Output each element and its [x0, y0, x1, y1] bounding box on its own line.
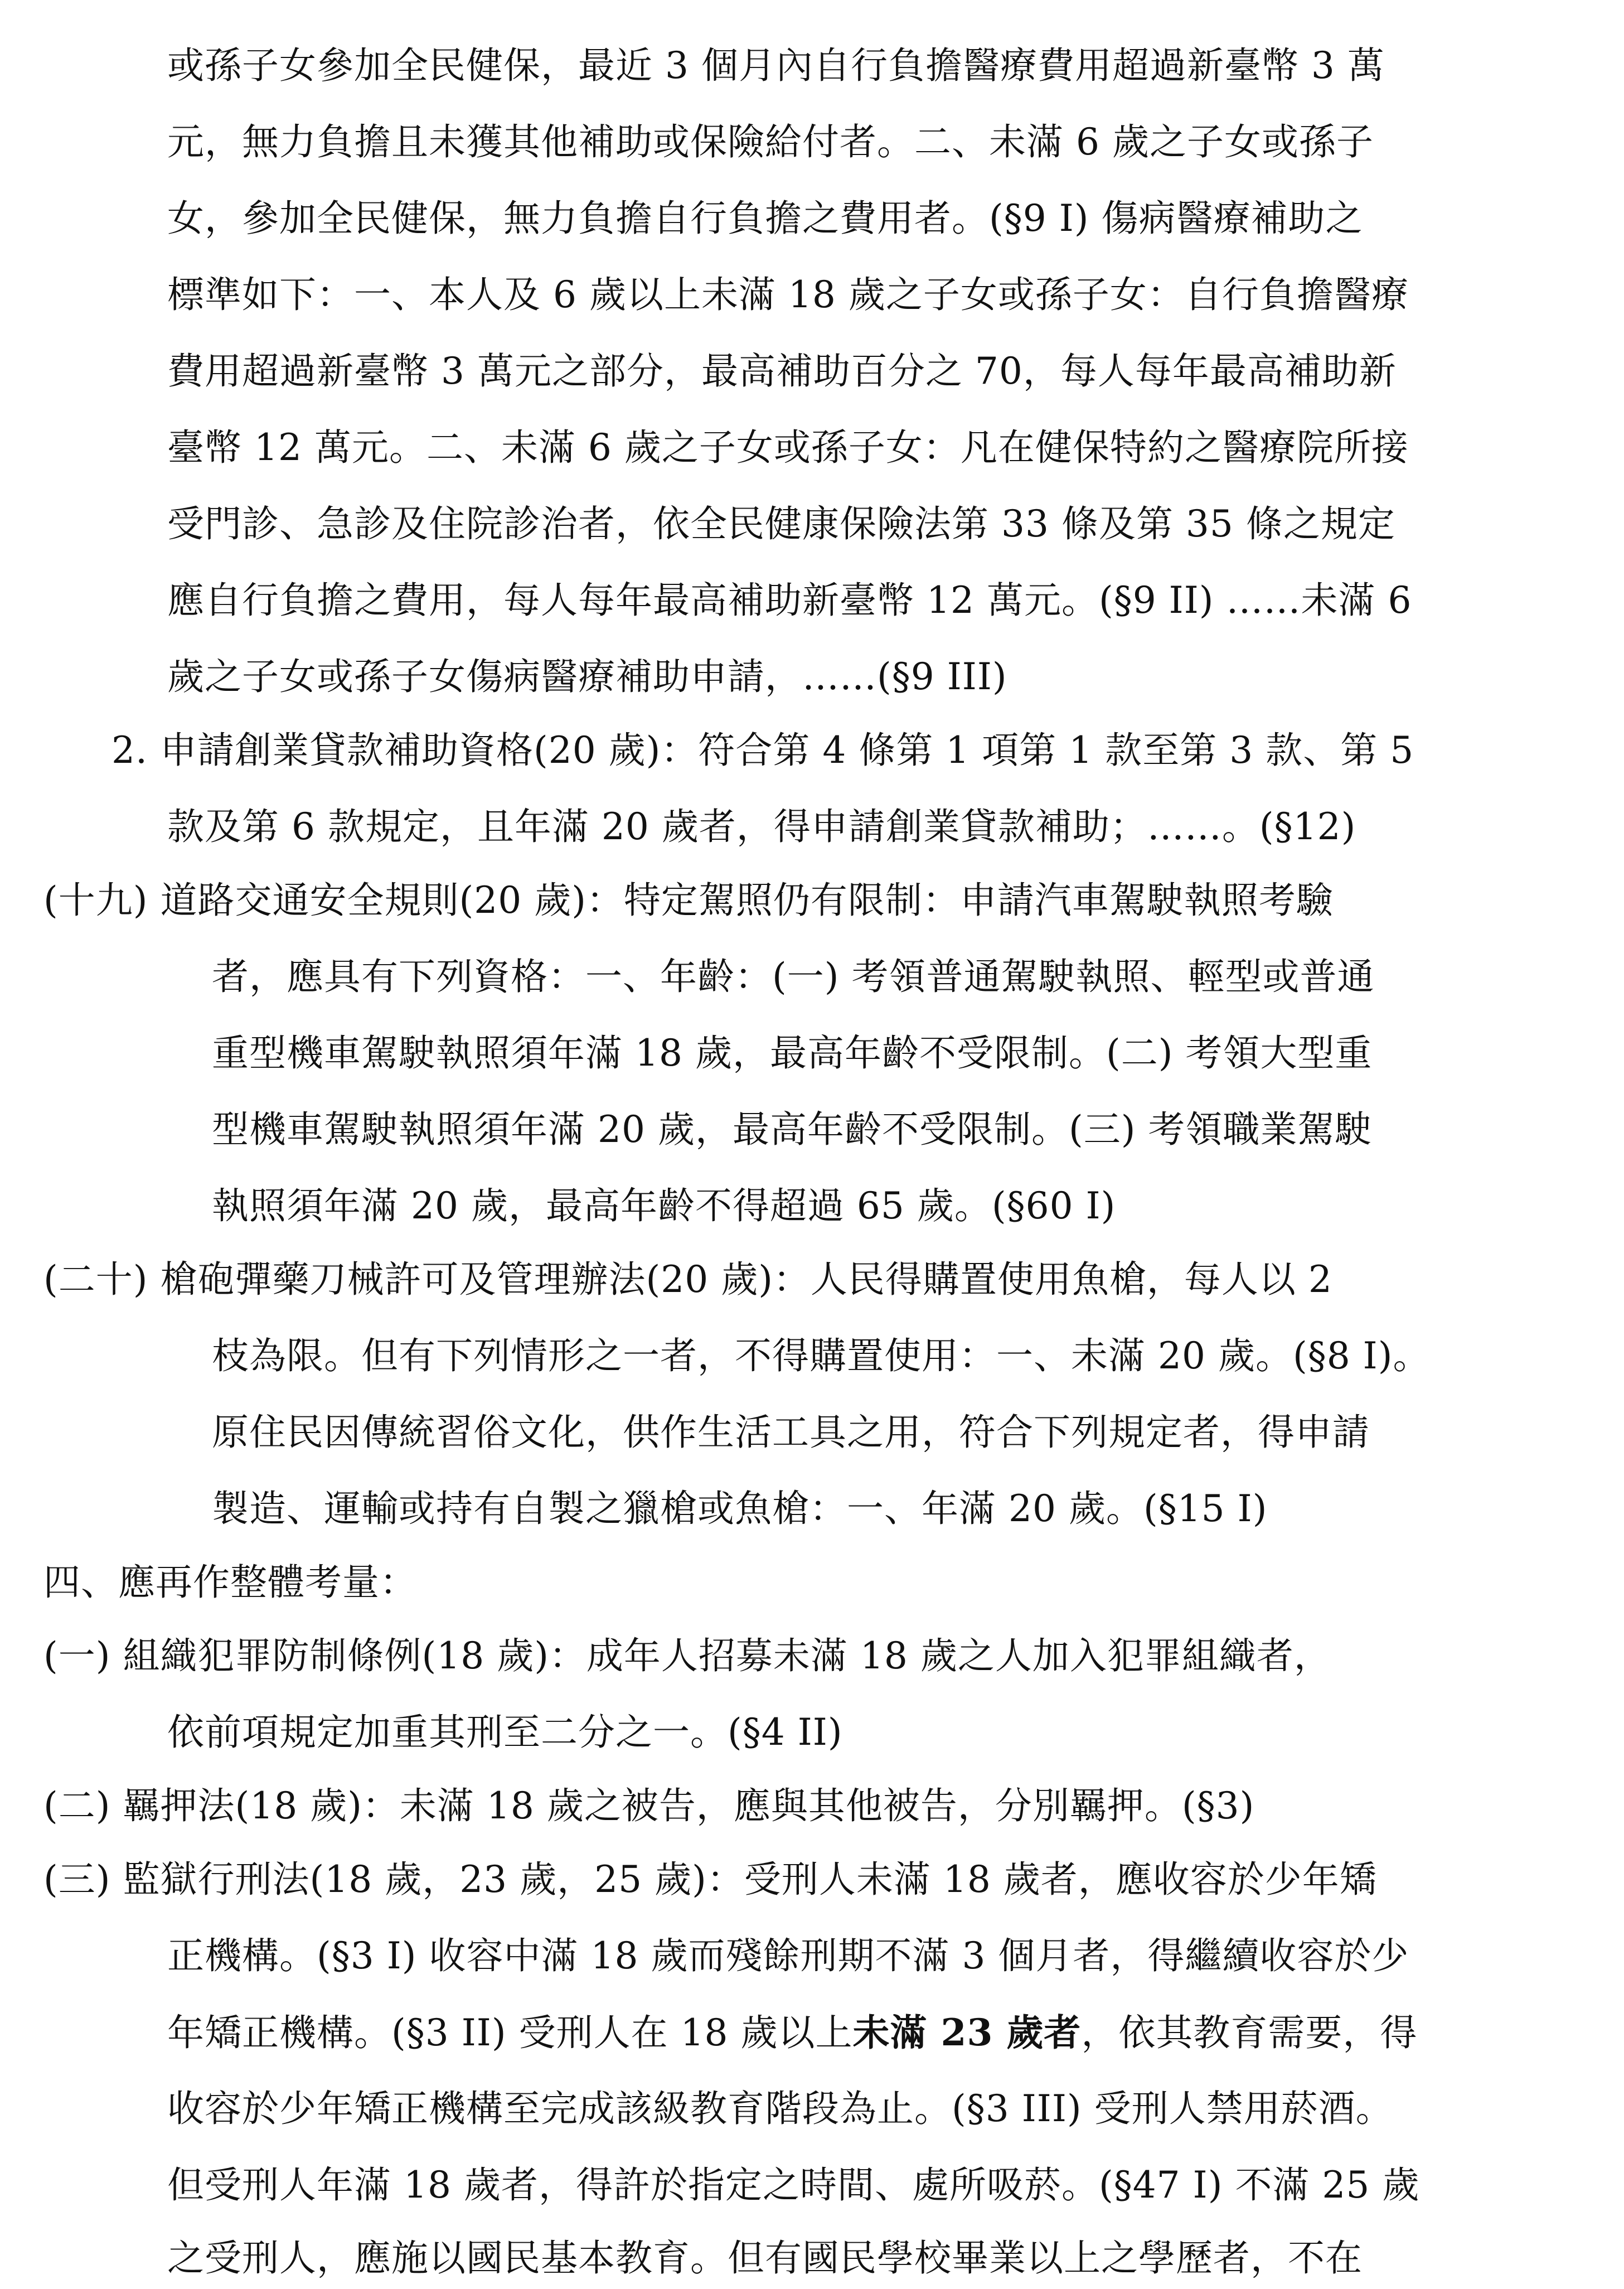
text-line: 原住民因傳統習俗文化，供作生活工具之用，符合下列規定者，得申請 — [212, 1411, 1370, 1454]
text-segment: 年矯正機構。(§3 II) 受刑人在 18 歲以上 — [167, 2011, 853, 2054]
text-line: 但受刑人年滿 18 歲者，得許於指定之時間、處所吸菸。(§47 I) 不滿 25 歲 — [167, 2164, 1420, 2206]
text-line — [167, 2010, 1417, 2055]
text-line: 標準如下：一、本人及 6 歲以上未滿 18 歲之子女或孫子女：自行負擔醫療 — [167, 273, 1409, 316]
text-line: 重型機車駕駛執照須年滿 18 歲，最高年齡不受限制。(二) 考領大型重 — [212, 1032, 1373, 1075]
section-heading-line: 四、應再作整體考量： — [43, 1561, 417, 1604]
section-heading-line: (三) 監獄行刑法(18 歲，23 歲，25 歲)：受刑人未滿 18 歲者，應收容於少年矯 — [43, 1858, 1377, 1901]
text-line: 臺幣 12 萬元。二、未滿 6 歲之子女或孫子女：凡在健保特約之醫療院所接 — [167, 426, 1409, 469]
text-line: 者，應具有下列資格：一、年齡：(一) 考領普通駕駛執照、輕型或普通 — [212, 955, 1375, 998]
text-line: 枝為限。但有下列情形之一者，不得購置使用：一、未滿 20 歲。(§8 I)。 — [212, 1334, 1431, 1377]
text-line: 依前項規定加重其刑至二分之一。(§4 II) — [167, 1711, 843, 1754]
text-line: 元，無力負擔且未獲其他補助或保險給付者。二、未滿 6 歲之子女或孫子 — [167, 120, 1374, 163]
text-segment: ，依其教育需要，得 — [1081, 2011, 1418, 2054]
text-line: 或孫子女參加全民健保，最近 3 個月內自行負擔醫療費用超過新臺幣 3 萬 — [167, 44, 1385, 87]
text-line: 之受刑人，應施以國民基本教育。但有國民學校畢業以上之學歷者，不在 — [167, 2237, 1363, 2280]
section-heading-line: (二) 羈押法(18 歲)：未滿 18 歲之被告，應與其他被告，分別羈押。(§3) — [43, 1784, 1255, 1827]
text-line: 應自行負擔之費用，每人每年最高補助新臺幣 12 萬元。(§9 II) ……未滿 6 — [167, 579, 1412, 622]
text-line: 女，參加全民健保，無力負擔自行負擔之費用者。(§9 I) 傷病醫療補助之 — [167, 197, 1363, 240]
emphasis-text: 未滿 23 歲者 — [852, 2011, 1082, 2054]
text-line: 2. 申請創業貸款補助資格(20 歲)：符合第 4 條第 1 項第 1 款至第 3 款、第 5 — [112, 729, 1414, 772]
text-line: 受門診、急診及住院診治者，依全民健康保險法第 33 條及第 35 條之規定 — [167, 502, 1395, 545]
text-line: 型機車駕駛執照須年滿 20 歲，最高年齡不受限制。(三) 考領職業駕駛 — [212, 1108, 1373, 1151]
text-line: 費用超過新臺幣 3 萬元之部分，最高補助百分之 70，每人每年最高補助新 — [167, 350, 1397, 393]
section-heading-line: (一) 組織犯罪防制條例(18 歲)：成年人招募未滿 18 歲之人加入犯罪組織者， — [43, 1634, 1331, 1677]
section-heading-line: (十九) 道路交通安全規則(20 歲)：特定駕照仍有限制：申請汽車駕駛執照考驗 — [43, 879, 1334, 922]
text-line: 款及第 6 款規定，且年滿 20 歲者，得申請創業貸款補助；……。(§12) — [167, 805, 1356, 848]
text-line: 收容於少年矯正機構至完成該級教育階段為止。(§3 III) 受刑人禁用菸酒。 — [167, 2087, 1393, 2130]
section-heading-line: (二十) 槍砲彈藥刀械許可及管理辦法(20 歲)：人民得購置使用魚槍，每人以 2 — [43, 1258, 1332, 1301]
text-line: 歲之子女或孫子女傷病醫療補助申請，……(§9 III) — [167, 655, 1007, 698]
text-line: 執照須年滿 20 歲，最高年齡不得超過 65 歲。(§60 I) — [212, 1184, 1116, 1227]
text-line: 正機構。(§3 I) 收容中滿 18 歲而殘餘刑期不滿 3 個月者，得繼續收容於少 — [167, 1934, 1409, 1977]
text-line: 製造、運輸或持有自製之獵槍或魚槍：一、年滿 20 歲。(§15 I) — [212, 1487, 1268, 1530]
